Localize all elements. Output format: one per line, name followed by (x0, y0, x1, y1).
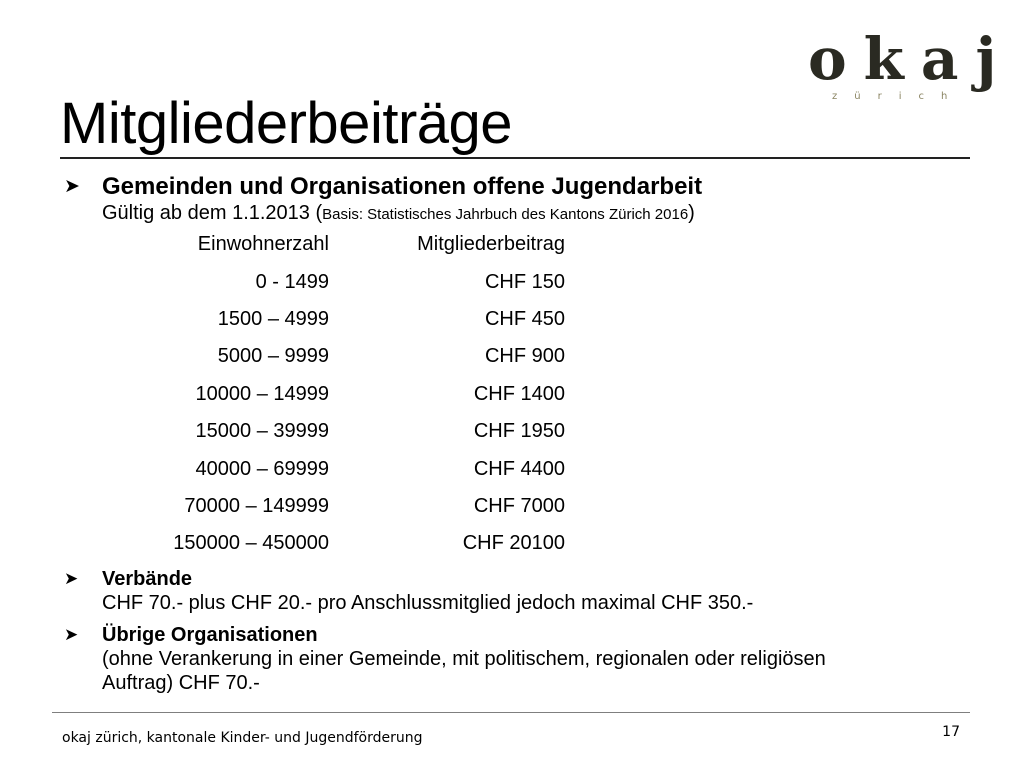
population-range: 1500 – 4999 (217, 307, 329, 330)
arrow-bullet-icon: ➤ (64, 625, 79, 644)
population-range: 10000 – 14999 (195, 382, 329, 405)
fee-amount: CHF 150 (484, 270, 565, 293)
slide-title: Mitgliederbeiträge (60, 90, 513, 156)
bullet-content (102, 567, 753, 615)
table-row (100, 301, 565, 338)
fee-amount: CHF 1400 (473, 382, 565, 405)
arrow-bullet-icon: ➤ (64, 176, 80, 197)
population-range: 40000 – 69999 (195, 457, 329, 480)
okaj-logo (808, 25, 1014, 108)
fee-table (100, 226, 565, 563)
section-heading: Gemeinden und Organisationen offene Jugendarbeit (102, 173, 703, 200)
table-header-row (100, 226, 565, 263)
table-row (100, 338, 565, 375)
population-range: 5000 – 9999 (217, 345, 329, 368)
table-row (100, 488, 565, 525)
footer-text: okaj zürich, kantonale Kinder- und Jugendförderung (62, 730, 423, 746)
table-row (100, 525, 565, 562)
table-row (100, 450, 565, 487)
section-text-line: (ohne Verankerung in einer Gemeinde, mit politischem, regionalen oder religiösen (102, 648, 826, 670)
fee-amount: CHF 450 (484, 307, 565, 330)
table-row (100, 376, 565, 413)
section-text: CHF 70.- plus CHF 20.- pro Anschlussmitglied jedoch maximal CHF 350.- (102, 592, 754, 614)
logo-subtitle: zürich (832, 91, 965, 102)
footer-divider (52, 712, 970, 713)
table-row (100, 263, 565, 300)
population-range: 0 - 1499 (255, 270, 329, 293)
section-text-line: Auftrag) CHF 70.- (102, 672, 260, 694)
fee-amount: CHF 7000 (473, 494, 565, 517)
population-range: 150000 – 450000 (173, 532, 329, 555)
valid-from-line (102, 201, 702, 227)
population-range: 70000 – 149999 (184, 494, 329, 517)
arrow-bullet-icon: ➤ (64, 569, 79, 588)
column-header-einwohnerzahl: Einwohnerzahl (197, 233, 329, 256)
section-heading: Übrige Organisationen (102, 624, 318, 646)
fee-amount: CHF 20100 (462, 532, 565, 555)
basis-note: Basis: Statistisches Jahrbuch des Kantons Zürich 2016 (322, 206, 689, 223)
title-divider (60, 157, 970, 159)
logo-wordmark: okaj (808, 25, 1014, 93)
bullet-content (102, 173, 702, 227)
fee-amount: CHF 4400 (473, 457, 565, 480)
page-number: 17 (942, 724, 960, 740)
table-row (100, 413, 565, 450)
section-heading: Verbände (102, 568, 193, 590)
paren-close: ) (688, 202, 695, 224)
population-range: 15000 – 39999 (195, 420, 329, 443)
column-header-mitgliederbeitrag: Mitgliederbeitrag (417, 233, 565, 256)
bullet-content (102, 623, 826, 695)
valid-from-text: Gültig ab dem 1.1.2013 ( (102, 202, 323, 224)
fee-amount: CHF 1950 (473, 420, 565, 443)
fee-amount: CHF 900 (484, 345, 565, 368)
